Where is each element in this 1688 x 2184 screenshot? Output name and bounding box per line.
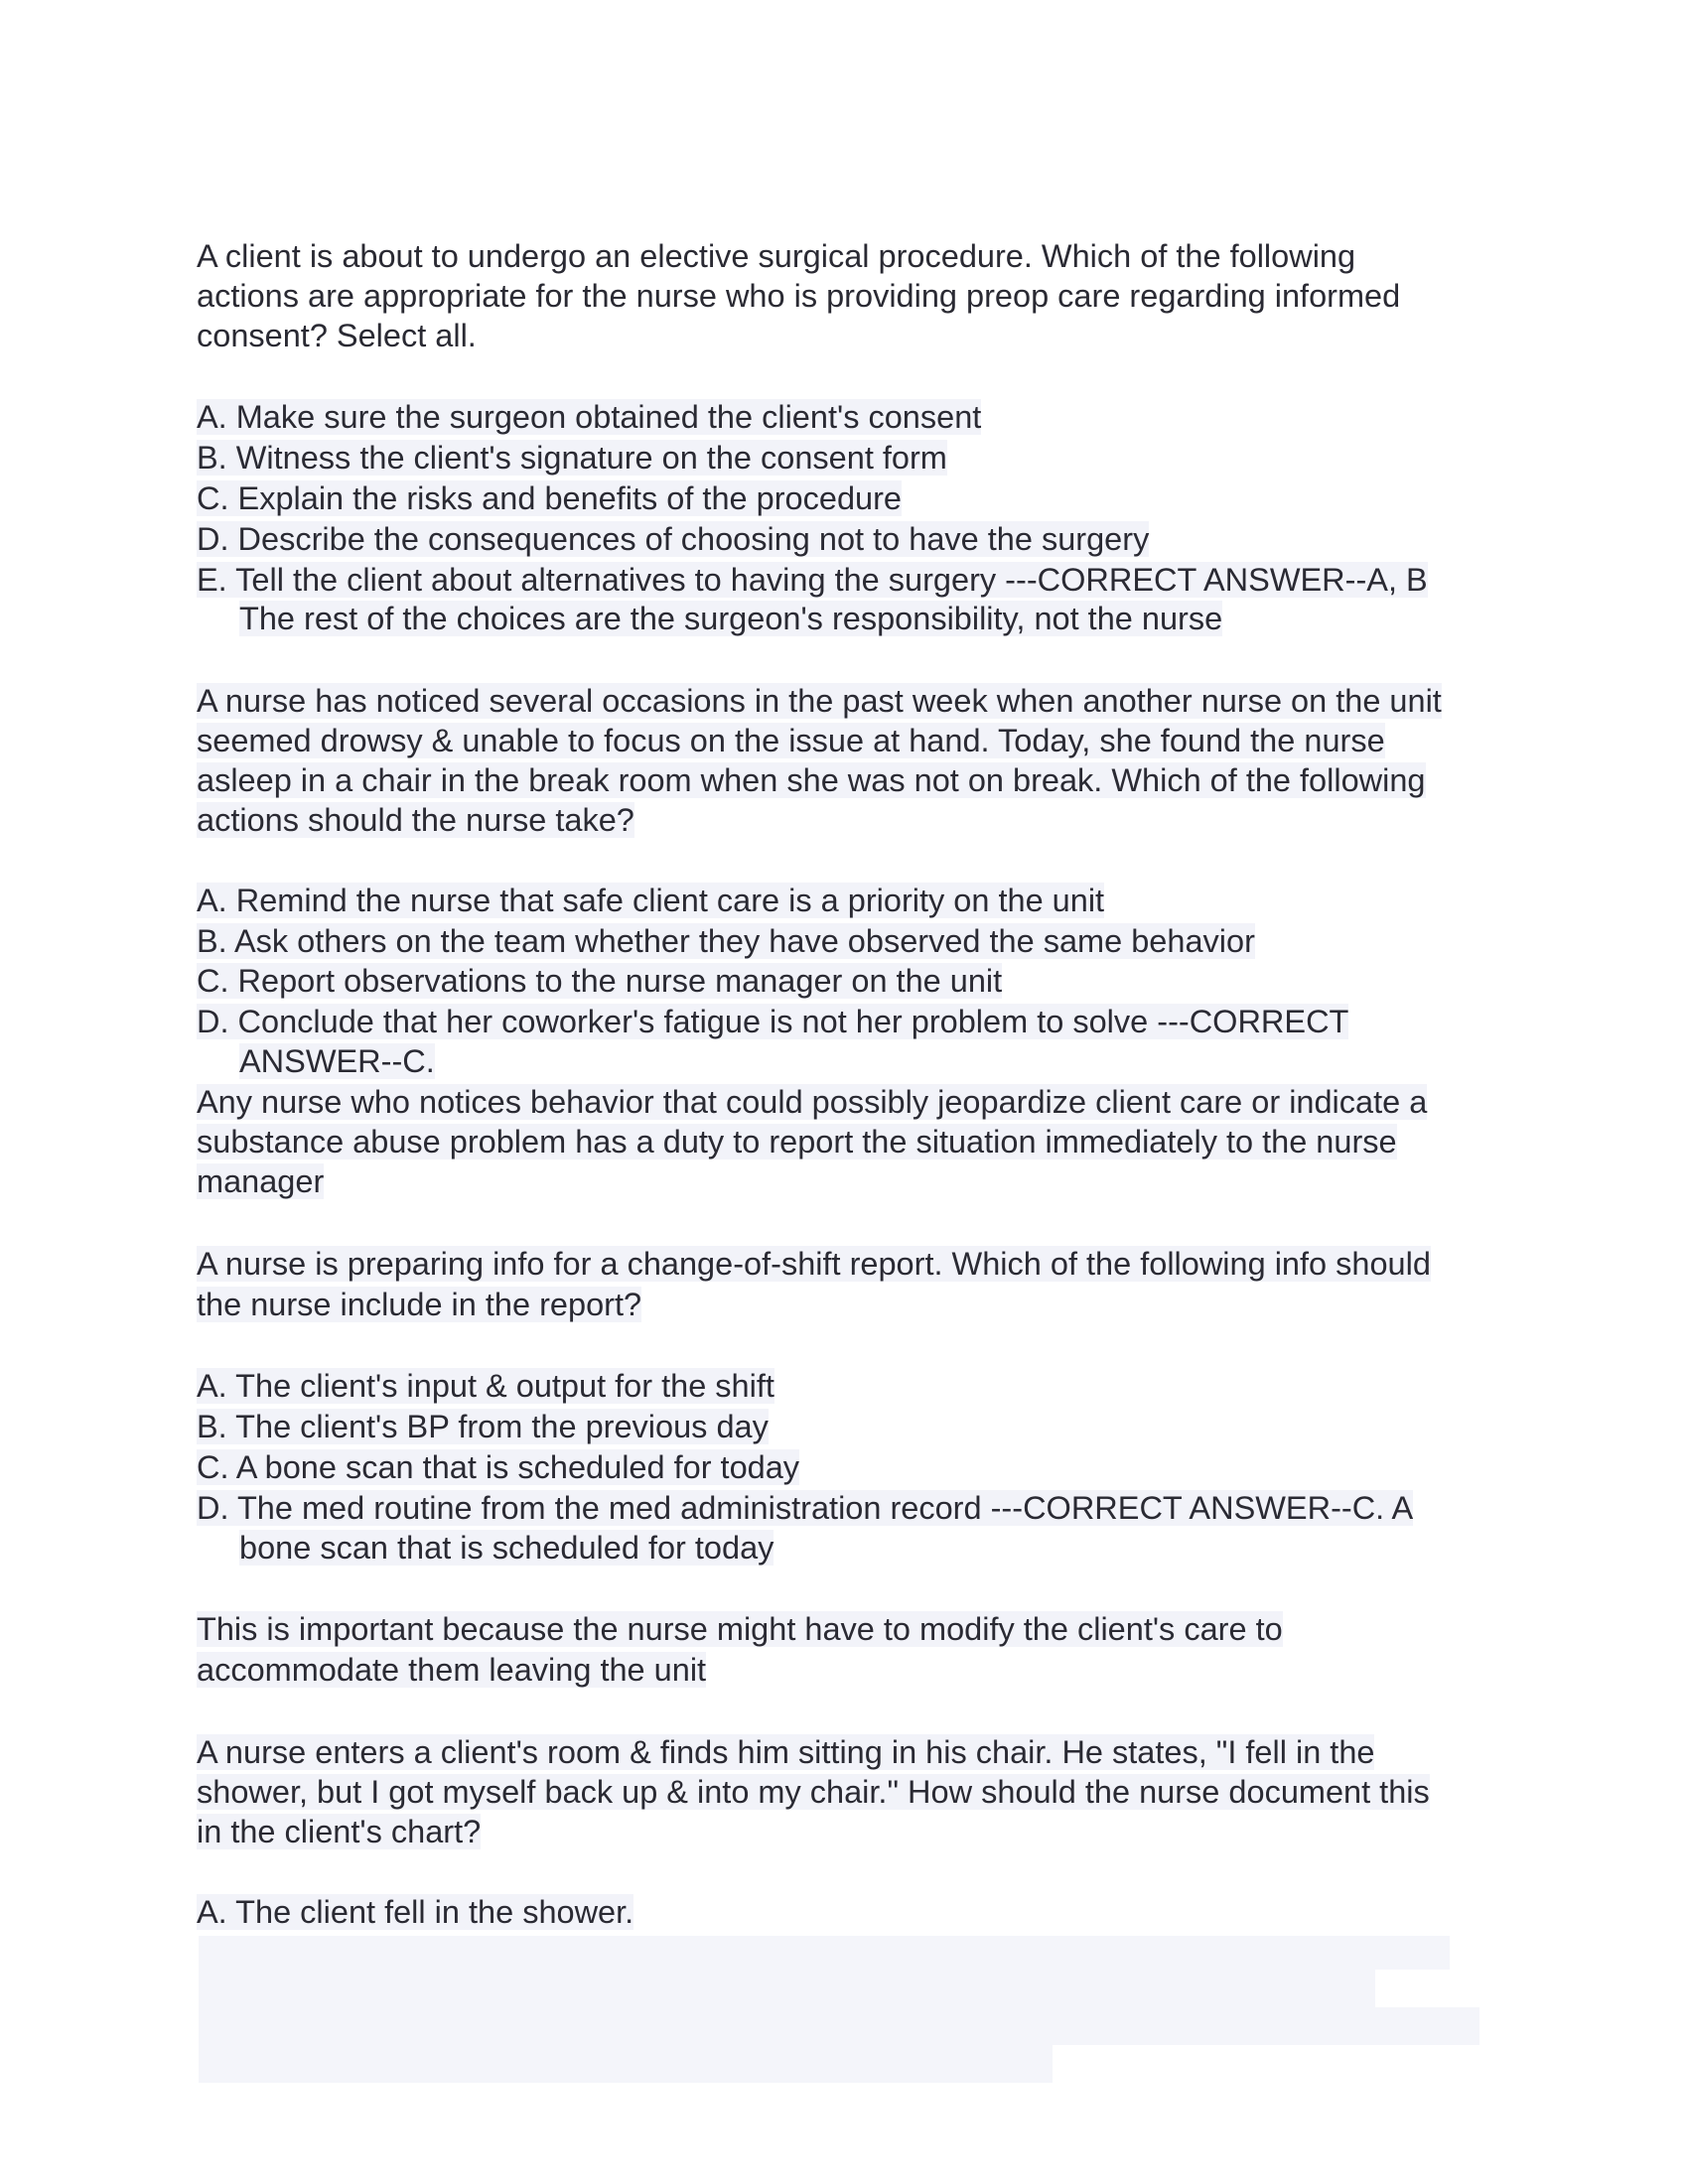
question-2-option-d-continued: ANSWER--C.: [239, 1043, 435, 1079]
question-2-option-c: C. Report observations to the nurse manager on the unit: [197, 963, 1003, 999]
question-2-stem-line-4: actions should the nurse take?: [197, 802, 634, 838]
question-2-rationale-line-3: manager: [197, 1163, 325, 1199]
question-3-rationale-line-1: This is important because the nurse might have to modify the client's care to: [197, 1611, 1283, 1647]
question-2-option-b: B. Ask others on the team whether they have observed the same behavior: [197, 923, 1255, 959]
question-4-stem-line-3: in the client's chart?: [197, 1814, 482, 1849]
redacted-block-1: [199, 1936, 1450, 1970]
question-3-stem-line-1: A nurse is preparing info for a change-of-shift report. Which of the following info should: [197, 1246, 1431, 1282]
question-1-stem-line-1: A client is about to undergo an elective surgical procedure. Which of the following: [197, 238, 1356, 274]
question-2-option-d: D. Conclude that her coworker's fatigue is not her problem to solve ---CORRECT: [197, 1004, 1349, 1039]
question-2-stem-line-1: A nurse has noticed several occasions in the past week when another nurse on the unit: [197, 683, 1442, 719]
question-3-option-d-continued: bone scan that is scheduled for today: [239, 1530, 774, 1566]
question-1-rationale: The rest of the choices are the surgeon's responsibility, not the nurse: [239, 601, 1223, 636]
question-2-rationale-line-2: substance abuse problem has a duty to report the situation immediately to the nurse: [197, 1124, 1397, 1160]
question-3-option-d: D. The med routine from the med administration record ---CORRECT ANSWER--C. A: [197, 1490, 1414, 1526]
redacted-block-3: [199, 2007, 1479, 2045]
question-3-option-b: B. The client's BP from the previous day: [197, 1409, 769, 1444]
question-1-stem-line-2: actions are appropriate for the nurse who is providing preop care regarding informed: [197, 278, 1401, 314]
question-3-rationale-line-2: accommodate them leaving the unit: [197, 1652, 707, 1688]
question-1-option-b: B. Witness the client's signature on the consent form: [197, 440, 947, 476]
question-4-option-a: A. The client fell in the shower.: [197, 1894, 634, 1930]
question-3-stem-line-2: the nurse include in the report?: [197, 1287, 642, 1322]
question-3-option-c: C. A bone scan that is scheduled for today: [197, 1449, 800, 1485]
redacted-block-2: [199, 1970, 1375, 2007]
question-4-stem-line-1: A nurse enters a client's room & finds him sitting in his chair. He states, "I fell in the: [197, 1734, 1375, 1770]
question-2-stem-line-3: asleep in a chair in the break room when she was not on break. Which of the following: [197, 762, 1426, 798]
question-2-rationale-line-1: Any nurse who notices behavior that could possibly jeopardize client care or indicate a: [197, 1084, 1428, 1120]
question-2-option-a: A. Remind the nurse that safe client care is a priority on the unit: [197, 883, 1105, 918]
question-1-option-d: D. Describe the consequences of choosing not to have the surgery: [197, 521, 1150, 557]
question-1-option-e: E. Tell the client about alternatives to having the surgery ---CORRECT ANSWER--A, B: [197, 562, 1428, 598]
question-1-option-a: A. Make sure the surgeon obtained the client's consent: [197, 399, 982, 435]
redacted-block-4: [199, 2045, 1053, 2083]
question-1-stem-line-3: consent? Select all.: [197, 318, 477, 353]
question-4-stem-line-2: shower, but I got myself back up & into my chair." How should the nurse document this: [197, 1774, 1430, 1810]
question-1-option-c: C. Explain the risks and benefits of the procedure: [197, 480, 902, 516]
question-3-option-a: A. The client's input & output for the shift: [197, 1368, 774, 1404]
question-2-stem-line-2: seemed drowsy & unable to focus on the issue at hand. Today, she found the nurse: [197, 723, 1385, 758]
